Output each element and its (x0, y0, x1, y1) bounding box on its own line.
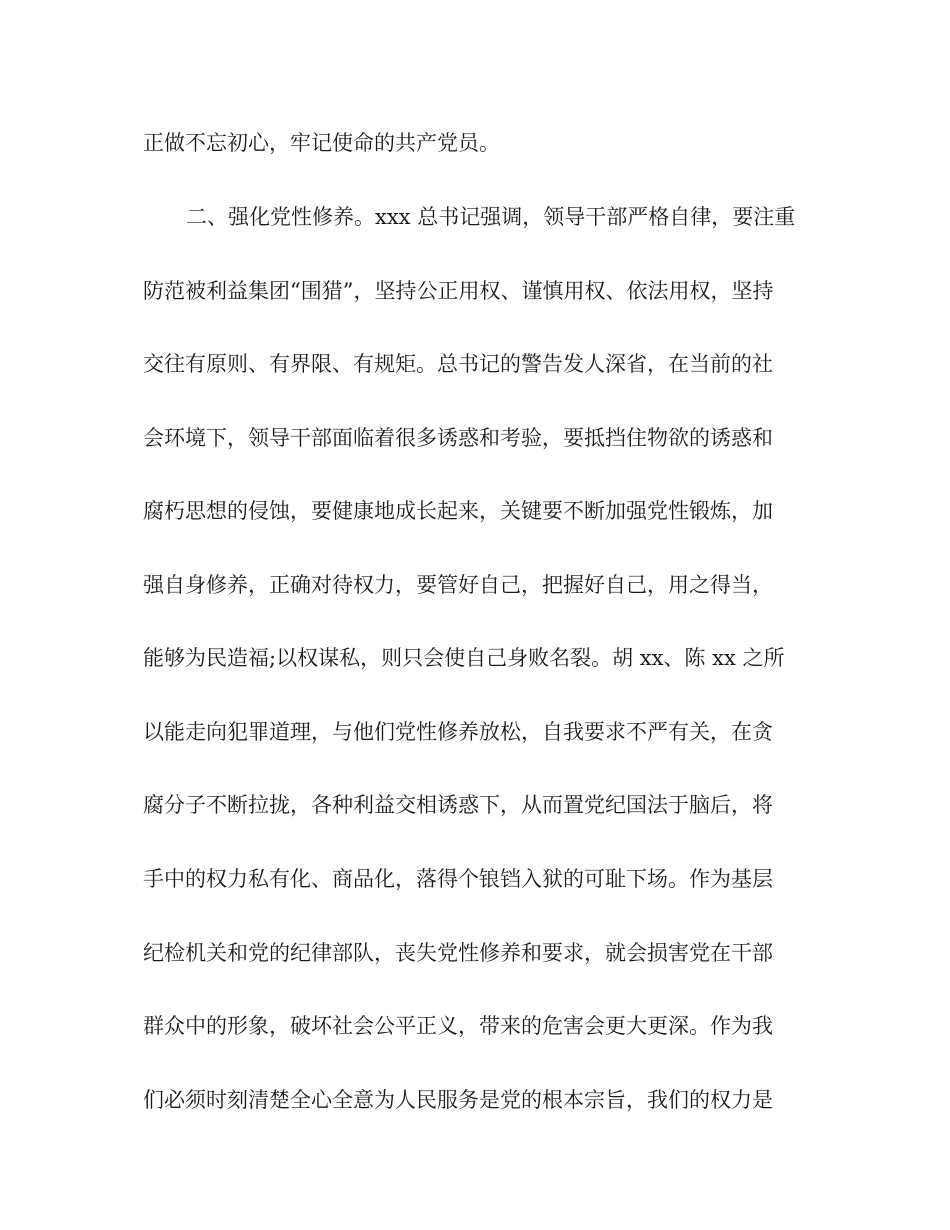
text-line-9: 以能走向犯罪道理，与他们党性修养放松，自我要求不严有关，在贪 (143, 720, 773, 744)
text-line-6: 腐朽思想的侵蚀，要健康地成长起来，关键要不断加强党性锻炼，加 (143, 499, 773, 523)
text-line-13: 群众中的形象，破坏社会公平正义，带来的危害会更大更深。作为我 (143, 1014, 773, 1038)
text-line-3: 防范被利益集团“围猎”，坚持公正用权、谨慎用权、依法用权，坚持 (143, 279, 774, 303)
text-line-10: 腐分子不断拉拢，各种利益交相诱惑下，从而置党纪国法于脑后，将 (143, 793, 773, 817)
text-line-7: 强自身修养，正确对待权力，要管好自己，把握好自己，用之得当， (143, 573, 773, 597)
text-line-12: 纪检机关和党的纪律部队，丧失党性修养和要求，就会损害党在干部 (143, 941, 773, 965)
text-line-4: 交往有原则、有界限、有规矩。总书记的警告发人深省，在当前的社 (143, 352, 773, 376)
text-line-14: 们必须时刻清楚全心全意为人民服务是党的根本宗旨，我们的权力是 (143, 1088, 773, 1112)
text-line-11: 手中的权力私有化、商品化，落得个锒铛入狱的可耻下场。作为基层 (143, 867, 773, 891)
text-line-8: 能够为民造福;以权谋私，则只会使自己身败名裂。胡 xx、陈 xx 之所 (143, 646, 785, 670)
text-line-2: 二、强化党性修养。xxx 总书记强调，领导干部严格自律，要注重 (186, 205, 796, 229)
text-line-5: 会环境下，领导干部面临着很多诱惑和考验，要抵挡住物欲的诱惑和 (143, 426, 773, 450)
text-line-1: 正做不忘初心，牢记使命的共产党员。 (143, 131, 500, 155)
